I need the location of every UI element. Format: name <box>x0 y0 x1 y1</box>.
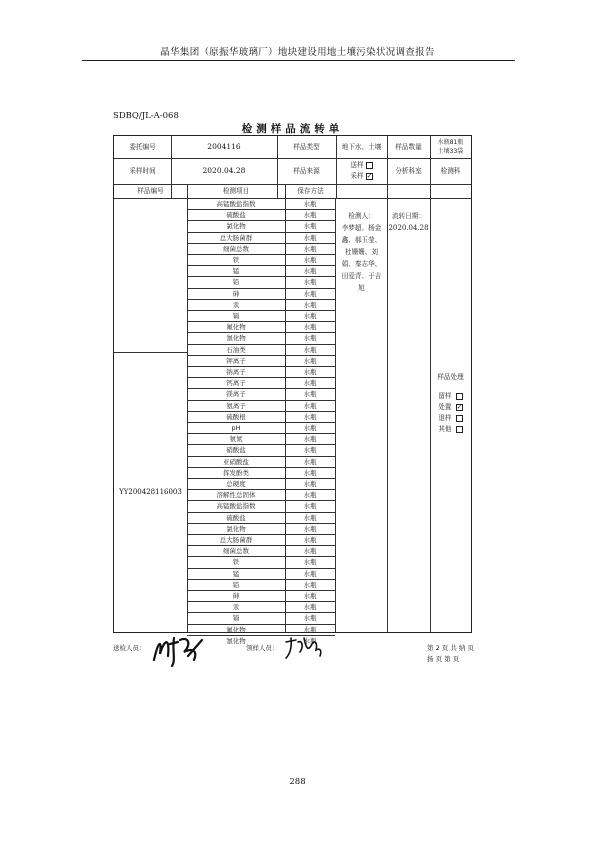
commission-no-value: 2004116 <box>207 142 241 151</box>
row-rule <box>187 534 335 535</box>
preserve-method: 水瓶 <box>303 524 317 533</box>
sample-qty-label: 样品数量 <box>395 143 422 151</box>
sample-type-value: 地下水、土壤 <box>341 143 382 151</box>
preserve-method: 水瓶 <box>303 446 317 455</box>
disposal-option-label: 留样 <box>438 392 452 400</box>
row-rule <box>187 310 335 311</box>
disposal-checkbox[interactable] <box>456 426 463 433</box>
row-rule <box>187 411 335 412</box>
preserve-method: 水瓶 <box>303 580 317 589</box>
row-rule <box>187 556 335 557</box>
row-rule <box>187 355 335 356</box>
test-item: 氰化物 <box>226 334 246 343</box>
form-title: 检测样品流转单 <box>241 123 344 135</box>
test-item: 钙离子 <box>226 379 246 388</box>
sample-source-options <box>336 158 387 184</box>
preserve-method: 水瓶 <box>303 390 317 399</box>
preserve-method: 水瓶 <box>303 491 317 500</box>
row-rule <box>187 489 335 490</box>
test-item: 硫酸盐 <box>226 513 246 522</box>
row-rule <box>187 299 335 300</box>
test-item: 砷 <box>232 289 240 298</box>
lab-label: 分析科室 <box>395 167 422 175</box>
test-item: 镁离子 <box>226 390 246 399</box>
disposal-panel <box>430 372 471 435</box>
test-item: 高锰酸盐指数 <box>216 502 256 511</box>
preserve-method: 水瓶 <box>303 300 317 309</box>
transfer-label: 流转日期： <box>392 212 425 220</box>
transfer-note <box>387 210 430 234</box>
test-item: 总大肠菌群 <box>219 233 253 242</box>
row-rule <box>187 456 335 457</box>
preserve-method: 水瓶 <box>303 424 317 433</box>
test-item: 锰 <box>232 267 240 276</box>
test-item: 锰 <box>232 569 240 578</box>
group2-sample-no: YY200428116003 <box>119 488 182 496</box>
source-collect-option <box>350 171 372 182</box>
sample-type-label: 样品类型 <box>293 143 320 151</box>
page-number: 288 <box>289 777 306 787</box>
test-item: 溶解性总固体 <box>216 491 256 500</box>
sender-label: 送检人员： <box>113 644 146 652</box>
preserve-method: 水瓶 <box>303 536 317 545</box>
preserve-method: 水瓶 <box>303 200 317 209</box>
test-item: 氯化物 <box>226 222 246 231</box>
test-item: 铁 <box>232 256 240 265</box>
sample-transfer-form <box>113 135 472 645</box>
row-rule <box>187 500 335 501</box>
preserve-method: 水瓶 <box>303 636 317 645</box>
row-rule <box>187 590 335 591</box>
preserve-label: 保存方法 <box>297 187 324 195</box>
row-rule <box>187 467 335 468</box>
inspector-line: 杜姗姗、刘 <box>345 248 378 256</box>
row-rule <box>187 254 335 255</box>
test-item: 汞 <box>232 603 240 612</box>
sample-no-label: 样品编号 <box>137 187 164 195</box>
item-label: 检测项目 <box>222 187 250 195</box>
row-rule <box>187 344 335 345</box>
test-item: 铅 <box>232 580 240 589</box>
test-item: 石油类 <box>226 345 246 354</box>
commission-no-label: 委托编号 <box>129 143 156 151</box>
row-rule <box>187 568 335 569</box>
preserve-method: 水瓶 <box>303 547 317 556</box>
test-item: 铅 <box>232 278 240 287</box>
sample-qty-value <box>430 136 471 158</box>
test-item: 细菌总数 <box>223 547 249 556</box>
test-item: 氟化物 <box>226 323 246 332</box>
row-rule <box>187 512 335 513</box>
preserve-method: 水瓶 <box>303 569 317 578</box>
source-send-label: 送样 <box>350 161 364 169</box>
preserve-method: 水瓶 <box>303 468 317 477</box>
test-item: 硫酸盐 <box>226 211 246 220</box>
test-item: 亚硝酸盐 <box>223 457 249 466</box>
test-item: 高锰酸盐指数 <box>216 200 256 209</box>
preserve-method: 水瓶 <box>303 502 317 511</box>
preserve-method: 水瓶 <box>303 592 317 601</box>
preserve-method: 水瓶 <box>303 614 317 623</box>
preserve-method: 水瓶 <box>303 256 317 265</box>
preserve-method: 水瓶 <box>303 603 317 612</box>
test-item: 钠离子 <box>226 368 246 377</box>
form-code: SDBQ/JL-A-068 <box>113 111 179 121</box>
inspector-line: 李梦超、杨金 <box>341 224 382 232</box>
row-rule <box>187 265 335 266</box>
test-item: 铁 <box>232 558 240 567</box>
row-rule <box>187 220 335 221</box>
sampling-time-value: 2020.04.28 <box>202 166 246 175</box>
page-info-line-1: 第 2 页 共 纳 页 <box>427 644 474 652</box>
preserve-method: 水瓶 <box>303 480 317 489</box>
preserve-method: 水瓶 <box>303 356 317 365</box>
test-item: pH <box>231 423 241 432</box>
test-item: 镉 <box>232 312 240 321</box>
page-info-line-2: 扬 页 第 页 <box>427 655 460 663</box>
disposal-checkbox[interactable] <box>456 415 463 422</box>
row-rule <box>187 209 335 210</box>
row-rule <box>187 545 335 546</box>
row-rule <box>187 377 335 378</box>
test-item: 细菌总数 <box>223 244 249 253</box>
preserve-method: 水瓶 <box>303 222 317 231</box>
row-rule <box>187 433 335 434</box>
test-item: 钾离子 <box>226 356 246 365</box>
row-rule <box>187 276 335 277</box>
disposal-option <box>430 413 471 424</box>
inspector-line: 旭 <box>358 284 365 292</box>
rule <box>387 198 388 632</box>
preserve-method: 水瓶 <box>303 558 317 567</box>
row-rule <box>187 288 335 289</box>
test-item: 总大肠菌群 <box>219 536 253 545</box>
preserve-method: 水瓶 <box>303 457 317 466</box>
lab-value: 检测科 <box>440 167 461 175</box>
row-rule <box>187 366 335 367</box>
preserve-method: 水瓶 <box>303 278 317 287</box>
preserve-method: 水瓶 <box>303 323 317 332</box>
preserve-method: 水瓶 <box>303 401 317 410</box>
test-item: 氨氮 <box>229 435 243 444</box>
preserve-method: 水瓶 <box>303 289 317 298</box>
preserve-method: 水瓶 <box>303 233 317 242</box>
preserve-method: 水瓶 <box>303 211 317 220</box>
disposal-option-label: 退样 <box>438 414 452 422</box>
row-rule <box>187 388 335 389</box>
source-collect-checkbox[interactable]: ✓ <box>366 171 373 180</box>
sample-qty-line-2: 土壤33袋 <box>437 148 464 155</box>
preserve-method: 水瓶 <box>303 244 317 253</box>
test-item: 总硬度 <box>226 480 246 489</box>
sample-qty-line-1: 水瓶81瓶 <box>437 139 464 146</box>
preserve-method: 水瓶 <box>303 513 317 522</box>
inspector-line: 检测人： <box>348 212 375 220</box>
sample-source-label: 样品来源 <box>293 167 320 175</box>
row-rule <box>187 422 335 423</box>
preserve-method: 水瓶 <box>303 412 317 421</box>
inspector-line: 鑫、郝玉莹、 <box>341 236 382 244</box>
preserve-method: 水瓶 <box>303 334 317 343</box>
row-rule <box>187 321 335 322</box>
header-rule <box>82 60 515 61</box>
row-rule <box>187 243 335 244</box>
test-item: 氟化物 <box>226 625 246 634</box>
disposal-title: 样品处理 <box>437 373 464 381</box>
preserve-method: 水瓶 <box>303 368 317 377</box>
test-item: 硝酸盐 <box>226 446 246 455</box>
source-send-checkbox[interactable] <box>366 162 373 169</box>
row-rule <box>187 624 335 625</box>
row-rule <box>187 478 335 479</box>
test-item: 镉 <box>232 614 240 623</box>
test-item: 硫酸根 <box>226 412 246 421</box>
inspector-line: 田爱青、于吉 <box>341 272 382 280</box>
preserve-method: 水瓶 <box>303 435 317 444</box>
test-item: 砷 <box>232 592 240 601</box>
transfer-date: 2020.04.28 <box>388 224 429 232</box>
inspector-line: 娟、秦志华、 <box>341 260 382 268</box>
preserve-method: 水瓶 <box>303 345 317 354</box>
disposal-checkbox[interactable] <box>456 393 463 400</box>
preserve-method: 水瓶 <box>303 625 317 634</box>
disposal-checkbox[interactable]: ✓ <box>456 402 463 411</box>
row-rule <box>187 232 335 233</box>
receiver-label: 领样人员： <box>246 644 279 652</box>
test-item: 汞 <box>232 300 240 309</box>
disposal-option <box>430 391 471 402</box>
disposal-option-label: 其他 <box>438 425 452 433</box>
source-send-option <box>350 160 372 171</box>
row-rule <box>187 601 335 602</box>
preserve-method: 水瓶 <box>303 267 317 276</box>
preserve-method: 水瓶 <box>303 312 317 321</box>
row-rule <box>187 400 335 401</box>
row-rule <box>187 579 335 580</box>
preserve-method: 水瓶 <box>303 379 317 388</box>
row-rule <box>187 332 335 333</box>
inspectors-note <box>336 210 387 294</box>
source-collect-label: 采样 <box>350 172 364 180</box>
disposal-option <box>430 424 471 435</box>
test-item: 氯化物 <box>226 524 246 533</box>
sender-signature <box>148 630 208 670</box>
test-item: 挥发酚类 <box>223 468 249 477</box>
page-header: 晶华集团（原振华玻璃厂）地块建设用地土壤污染状况调查报告 <box>160 47 435 58</box>
receiver-signature <box>282 634 326 662</box>
test-item: 氨离子 <box>226 401 246 410</box>
sampling-time-label: 采样时间 <box>129 167 156 175</box>
row-rule <box>187 612 335 613</box>
disposal-option <box>430 402 471 413</box>
test-item: 氰化物 <box>226 636 246 645</box>
row-rule <box>187 523 335 524</box>
disposal-option-label: 处置 <box>438 403 452 411</box>
row-rule <box>187 444 335 445</box>
